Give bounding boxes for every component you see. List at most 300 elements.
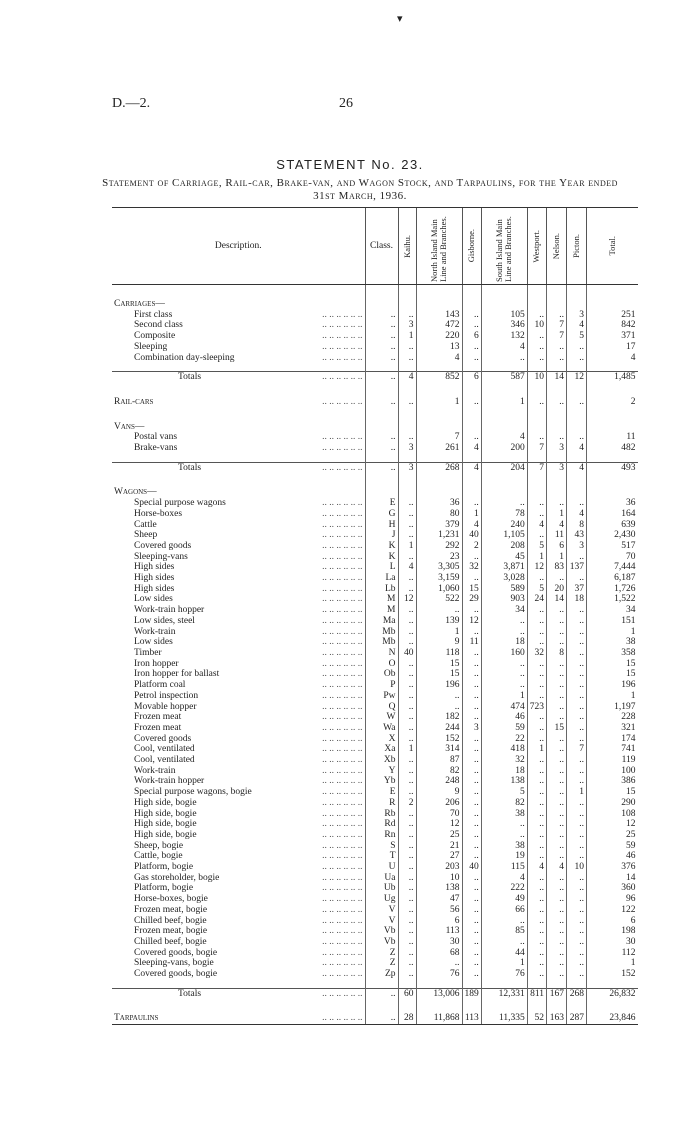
spacer-row [112,473,638,487]
row-value: 4 [547,520,567,531]
row-description [112,776,365,787]
row-value: .. [462,883,481,894]
row-value: 1,485 [587,372,638,383]
row-label: Work-train [134,765,176,776]
row-value: .. [527,883,546,894]
row-value: .. [462,659,481,670]
table-row [112,605,638,616]
row-value: 7 [527,462,546,473]
row-description [112,969,365,980]
row-value: .. [462,397,481,408]
row-value: .. [547,809,567,820]
empty-cell [462,422,481,433]
row-value: 105 [481,310,527,321]
row-class: .. [365,331,398,342]
row-value: .. [481,669,527,680]
row-description [112,680,365,691]
empty-cell [462,285,481,300]
row-class: X [365,734,398,745]
row-description [112,627,365,638]
row-description [112,342,365,353]
stock-table [112,207,638,1025]
row-value: 164 [587,509,638,520]
row-value: 15 [587,659,638,670]
row-value: 15 [416,669,462,680]
row-description [112,648,365,659]
row-description [112,584,365,595]
empty-cell [481,487,527,498]
row-value: 70 [416,809,462,820]
row-class: K [365,541,398,552]
row-value: .. [527,616,546,627]
row-value: 292 [416,541,462,552]
statement-subtitle: Statement of Carriage, Rail-car, Brake-van, and Wagon Stock, and Tarpaulins, for the Year ended 31st March, 1936. [102,177,618,202]
row-value: 3 [567,310,587,321]
row-class: V [365,916,398,927]
row-value: 30 [587,937,638,948]
empty-cell [112,980,365,989]
row-value: .. [547,916,567,927]
row-label: Frozen meat [134,722,182,733]
printer-mark: ▾ [397,13,403,25]
row-label: Chilled beef, bogie [134,915,207,926]
row-description [112,916,365,927]
row-value: .. [567,841,587,852]
row-value: .. [398,616,416,627]
row-value: 2 [398,798,416,809]
row-value: 9 [416,637,462,648]
col-header-kaihu: Kaihu. [398,208,416,285]
row-value: .. [567,353,587,364]
document-reference: D.—2. [112,96,151,111]
row-value: 482 [587,443,638,454]
row-value: .. [567,691,587,702]
row-class: Wa [365,723,398,734]
leader-dots: .. .. .. .. .. .. [322,722,363,733]
empty-cell [567,299,587,310]
row-value: .. [527,916,546,927]
empty-cell [527,487,546,498]
section-heading-row [112,487,638,498]
row-value: 204 [481,462,527,473]
row-value: 1 [587,958,638,969]
row-class: O [365,659,398,670]
row-value: 1 [398,541,416,552]
row-description [112,937,365,948]
row-value: 152 [587,969,638,980]
empty-cell [365,487,398,498]
row-description [112,851,365,862]
row-description [112,830,365,841]
row-description [112,1013,365,1024]
row-value: .. [398,755,416,766]
row-label: Rail-cars [114,396,154,407]
row-class: M [365,605,398,616]
row-label: Cattle, bogie [134,851,183,862]
empty-cell [547,363,567,372]
section-heading: Vans— [114,421,145,432]
row-value: 6 [416,916,462,927]
leader-dots: .. .. .. .. .. .. [322,331,363,342]
row-value: 29 [462,594,481,605]
row-value: 45 [481,552,527,563]
row-value: .. [398,916,416,927]
row-value: .. [527,331,546,342]
empty-cell [365,299,398,310]
empty-cell [462,473,481,487]
row-value: .. [527,809,546,820]
row-value: .. [527,948,546,959]
row-label: Cattle [134,519,157,530]
table-row [112,573,638,584]
empty-cell [462,383,481,397]
row-label: Sleeping-vans, bogie [134,958,214,969]
spacer-row [112,980,638,989]
row-value: .. [462,841,481,852]
row-value: .. [567,637,587,648]
empty-cell [587,422,638,433]
row-value: .. [462,926,481,937]
row-value: .. [547,627,567,638]
empty-cell [365,408,398,422]
row-value: 138 [481,776,527,787]
row-class: Rd [365,819,398,830]
row-label: Iron hopper [134,658,179,669]
empty-cell [527,299,546,310]
row-value: 163 [547,1013,567,1024]
row-class: La [365,573,398,584]
row-class: M [365,594,398,605]
empty-cell [365,363,398,372]
row-description [112,948,365,959]
leader-dots: .. .. .. .. .. .. [322,519,363,530]
empty-cell [527,454,546,463]
row-value: 15 [462,584,481,595]
table-row [112,819,638,830]
row-value: .. [398,712,416,723]
row-value: 118 [416,648,462,659]
row-class: Ub [365,883,398,894]
row-description [112,498,365,509]
row-value: 43 [567,530,587,541]
row-description [112,988,365,999]
row-value: 36 [587,498,638,509]
row-label: High side, bogie [134,819,197,830]
row-value: 132 [481,331,527,342]
row-class: T [365,851,398,862]
row-description [112,669,365,680]
empty-cell [398,473,416,487]
row-value: 12,331 [481,988,527,999]
row-value: .. [547,937,567,948]
row-value: 76 [481,969,527,980]
row-value: .. [462,830,481,841]
row-value: 11,868 [416,1013,462,1024]
row-label: Sleeping [134,341,168,352]
row-value: 3 [462,723,481,734]
row-value: .. [527,432,546,443]
row-value: 5 [481,787,527,798]
leader-dots: .. .. .. .. .. .. [322,808,363,819]
row-value: .. [527,342,546,353]
row-value: 200 [481,443,527,454]
row-description [112,894,365,905]
row-value: 1 [547,509,567,520]
row-value: .. [398,605,416,616]
empty-cell [416,980,462,989]
row-value: .. [398,819,416,830]
row-description [112,798,365,809]
row-value: .. [547,755,567,766]
row-value: .. [527,905,546,916]
empty-cell [527,422,546,433]
row-value: 208 [481,541,527,552]
statement-title: STATEMENT No. 23. [276,157,424,172]
table-row [112,509,638,520]
leader-dots: .. .. .. .. .. .. [322,605,363,616]
row-label: Second class [134,320,183,331]
table-row [112,926,638,937]
leader-dots: .. .. .. .. .. .. [322,372,363,383]
empty-cell [481,999,527,1013]
row-value: 23,846 [587,1013,638,1024]
row-value: 34 [481,605,527,616]
row-value: .. [398,969,416,980]
row-value: 6 [462,331,481,342]
row-value: .. [547,397,567,408]
row-value: 32 [462,562,481,573]
leader-dots: .. .. .. .. .. .. [322,443,363,454]
row-description [112,541,365,552]
table-row [112,905,638,916]
row-class: Xb [365,755,398,766]
row-value: .. [462,873,481,884]
row-value: .. [527,723,546,734]
row-value: .. [462,498,481,509]
row-value: .. [567,680,587,691]
row-value: 360 [587,883,638,894]
row-value: .. [481,498,527,509]
table-row [112,353,638,364]
row-value: 6,187 [587,573,638,584]
empty-cell [587,383,638,397]
row-value: .. [547,841,567,852]
row-value: .. [398,669,416,680]
row-value: 1 [527,744,546,755]
row-value: .. [398,809,416,820]
spacer-row [112,363,638,372]
row-value: .. [398,432,416,443]
table-row [112,948,638,959]
row-value: 113 [462,1013,481,1024]
row-value: .. [398,680,416,691]
row-value: 4 [587,353,638,364]
empty-cell [547,422,567,433]
row-value: 66 [481,905,527,916]
section-heading-row [112,299,638,310]
row-value: 3,028 [481,573,527,584]
empty-cell [587,454,638,463]
empty-cell [112,408,365,422]
row-value: .. [398,498,416,509]
row-value: .. [527,894,546,905]
section-heading: Carriages— [114,299,165,309]
row-value: 11,335 [481,1013,527,1024]
row-class: Ma [365,616,398,627]
row-value: .. [547,342,567,353]
empty-cell [587,408,638,422]
row-value: .. [398,776,416,787]
table-row [112,883,638,894]
row-value: .. [527,798,546,809]
row-value: .. [398,873,416,884]
row-value: 12 [567,372,587,383]
table-row [112,755,638,766]
row-value: .. [398,310,416,321]
row-class: .. [365,443,398,454]
row-value: 10 [416,873,462,884]
leader-dots: .. .. .. .. .. .. [322,647,363,658]
row-class: .. [365,397,398,408]
row-value: .. [527,969,546,980]
row-value: 6 [547,541,567,552]
row-label: Cool, ventilated [134,744,195,755]
empty-cell [587,363,638,372]
row-class: E [365,787,398,798]
table-row [112,787,638,798]
totals-row [112,372,638,383]
row-value: 40 [462,530,481,541]
row-value: 4 [567,443,587,454]
leader-dots: .. .. .. .. .. .. [322,744,363,755]
row-value: .. [398,691,416,702]
leader-dots: .. .. .. .. .. .. [322,765,363,776]
row-value: .. [462,755,481,766]
empty-cell [365,454,398,463]
row-value: .. [527,830,546,841]
row-value: .. [527,926,546,937]
row-value: 261 [416,443,462,454]
row-value: 28 [398,1013,416,1024]
leader-dots: .. .. .. .. .. .. [322,309,363,320]
row-value: .. [462,937,481,948]
row-value: 379 [416,520,462,531]
row-value: 3 [398,320,416,331]
empty-cell [462,363,481,372]
row-value: 198 [587,926,638,937]
row-value: 2 [462,541,481,552]
row-value: .. [547,830,567,841]
row-class: Lb [365,584,398,595]
row-label: Sleeping-vans [134,551,188,562]
row-value: 4 [462,462,481,473]
empty-cell [481,299,527,310]
row-value: 36 [416,498,462,509]
empty-cell [587,487,638,498]
row-value: 4 [481,432,527,443]
leader-dots: .. .. .. .. .. .. [322,988,363,999]
row-label: High sides [134,573,175,584]
row-value: 18 [481,766,527,777]
row-value: 139 [416,616,462,627]
leader-dots: .. .. .. .. .. .. [322,341,363,352]
row-class: .. [365,988,398,999]
row-description [112,862,365,873]
row-value: .. [527,659,546,670]
row-value: 1 [416,397,462,408]
row-value: 1 [416,627,462,638]
row-value: 2,430 [587,530,638,541]
row-label: Totals [178,372,202,383]
row-value: .. [398,530,416,541]
empty-cell [416,383,462,397]
row-value: .. [547,616,567,627]
empty-cell [365,473,398,487]
row-value: .. [481,916,527,927]
row-value: .. [567,627,587,638]
row-value: 59 [481,723,527,734]
row-label: Chilled beef, bogie [134,936,207,947]
row-value: 82 [481,798,527,809]
row-value: 376 [587,862,638,873]
leader-dots: .. .. .. .. .. .. [322,787,363,798]
table-row [112,969,638,980]
row-class: .. [365,432,398,443]
row-value: 346 [481,320,527,331]
leader-dots: .. .. .. .. .. .. [322,904,363,915]
row-value: 10 [567,862,587,873]
row-value: 15 [547,723,567,734]
row-class: P [365,680,398,691]
row-value: 9 [416,787,462,798]
row-description [112,723,365,734]
table-row [112,702,638,713]
empty-cell [527,473,546,487]
row-value: 96 [587,894,638,905]
row-value: .. [462,573,481,584]
row-value: .. [547,851,567,862]
empty-cell [398,299,416,310]
row-value: .. [567,926,587,937]
table-row [112,830,638,841]
row-value: .. [547,776,567,787]
row-label: High side, bogie [134,829,197,840]
row-value: .. [547,766,567,777]
row-class: Z [365,958,398,969]
row-description [112,819,365,830]
row-value: .. [527,353,546,364]
row-value: .. [567,969,587,980]
row-value: .. [462,766,481,777]
row-value: 418 [481,744,527,755]
col-header-gisborne: Gisborne. [462,208,481,285]
row-value: 76 [416,969,462,980]
leader-dots: .. .. .. .. .. .. [322,352,363,363]
row-value: .. [398,573,416,584]
table-row [112,342,638,353]
row-value: .. [462,958,481,969]
row-value: 46 [481,712,527,723]
leader-dots: .. .. .. .. .. .. [322,840,363,851]
row-value: .. [547,691,567,702]
leader-dots: .. .. .. .. .. .. [322,498,363,509]
table-row [112,498,638,509]
row-value: .. [398,841,416,852]
row-value: 40 [398,648,416,659]
table-row [112,894,638,905]
leader-dots: .. .. .. .. .. .. [322,969,363,980]
row-value: .. [527,958,546,969]
